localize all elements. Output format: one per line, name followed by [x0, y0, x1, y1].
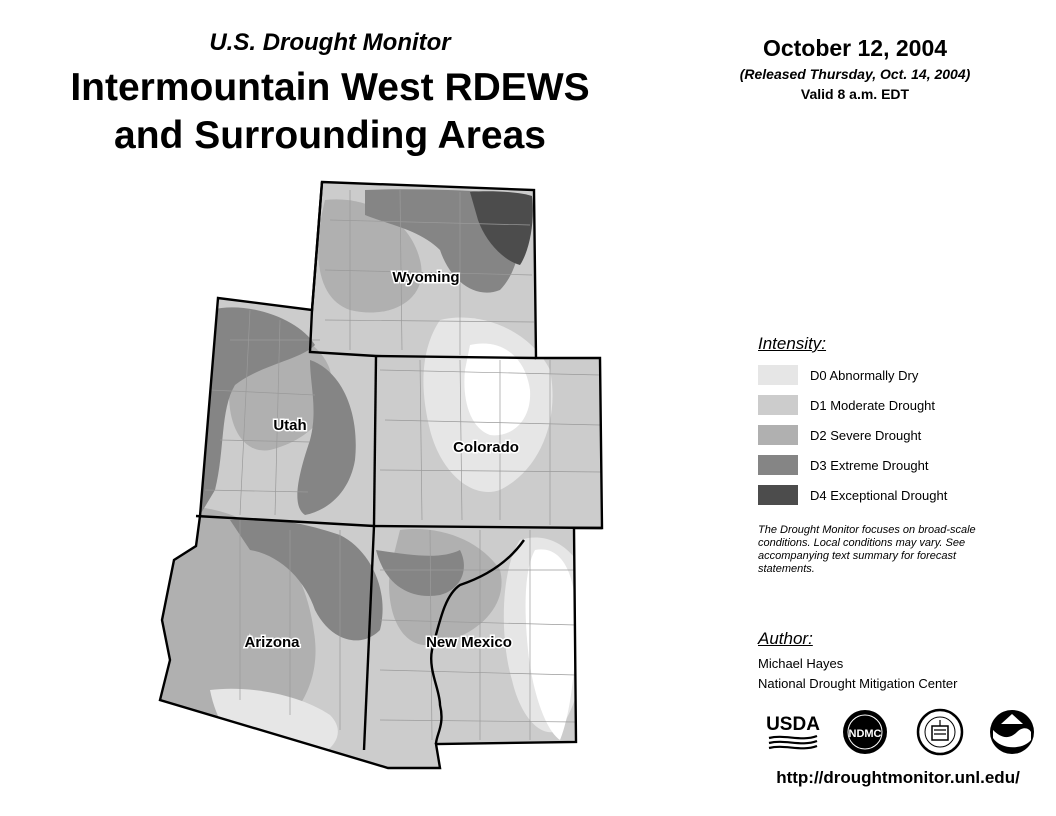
usda-logo	[765, 708, 821, 752]
legend-item-d2	[758, 425, 1028, 445]
usda-logo-text: USDA	[766, 714, 820, 735]
state-label-wyoming: Wyoming	[392, 269, 460, 286]
drought-shading	[140, 170, 620, 780]
legend-item-d0	[758, 365, 1028, 385]
legend-swatch-d1	[758, 395, 798, 415]
doc-seal-logo	[915, 708, 965, 756]
noaa-logo	[987, 708, 1037, 756]
author-organization: National Drought Mitigation Center	[758, 676, 958, 691]
author-name: Michael Hayes	[758, 656, 844, 671]
map-date: October 12, 2004	[762, 35, 948, 61]
disclaimer-note: The Drought Monitor focuses on broad-scale conditions. Local conditions may vary. See accompanying text summary for forecast statements.	[758, 524, 976, 575]
legend-title: Intensity:	[758, 334, 827, 353]
legend-swatch-d3	[758, 455, 798, 475]
website-url[interactable]: http://droughtmonitor.unl.edu/	[776, 768, 1020, 787]
state-label-arizona: Arizona	[244, 634, 300, 651]
legend-label-d2: D2 Severe Drought	[810, 427, 922, 443]
map-title-line1: Intermountain West RDEWS	[70, 66, 590, 109]
state-label-new-mexico: New Mexico	[426, 634, 512, 651]
state-label-utah: Utah	[273, 417, 307, 434]
legend-item-d3	[758, 455, 1028, 475]
legend	[758, 333, 1028, 505]
ndmc-logo-text: NDMC	[848, 728, 882, 740]
legend-item-d4	[758, 485, 1028, 505]
map-supertitle: U.S. Drought Monitor	[209, 29, 451, 56]
state-label-colorado: Colorado	[453, 439, 519, 456]
legend-swatch-d2	[758, 425, 798, 445]
legend-swatch-d4	[758, 485, 798, 505]
legend-item-d1	[758, 395, 1028, 415]
valid-time: Valid 8 a.m. EDT	[800, 86, 910, 102]
release-date: (Released Thursday, Oct. 14, 2004)	[739, 66, 971, 82]
date-block	[700, 34, 1010, 104]
author-title: Author:	[758, 629, 813, 648]
author-block	[758, 628, 1038, 694]
ndmc-logo	[841, 708, 889, 756]
legend-label-d1: D1 Moderate Drought	[810, 397, 936, 413]
logo-row	[765, 708, 1040, 758]
legend-label-d3: D3 Extreme Drought	[810, 457, 929, 473]
title-block	[20, 28, 640, 160]
map-title-line2: and Surrounding Areas	[114, 114, 546, 157]
drought-map	[140, 170, 620, 780]
legend-swatch-d0	[758, 365, 798, 385]
legend-label-d4: D4 Exceptional Drought	[810, 487, 948, 503]
legend-label-d0: D0 Abnormally Dry	[810, 367, 919, 383]
